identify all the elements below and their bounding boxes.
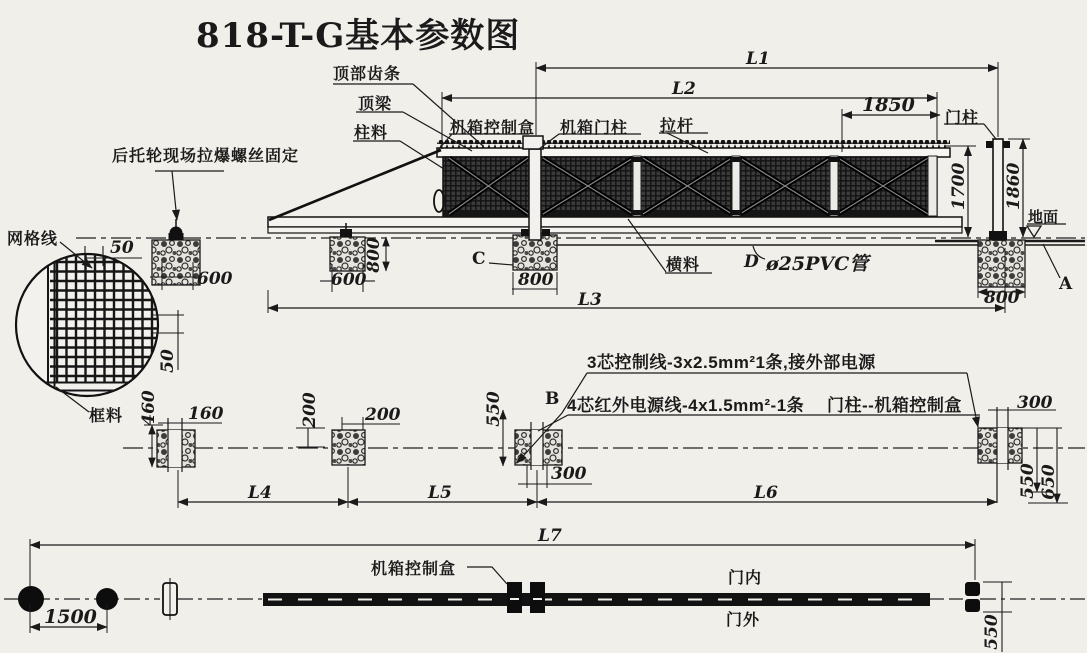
dim-160: 160 xyxy=(188,404,224,424)
label-cabinet-door-post: 机箱门柱 xyxy=(560,120,629,137)
label-point-b: B xyxy=(545,389,560,409)
label-rear-wheel-note: 后托轮现场拉爆螺丝固定 xyxy=(112,148,300,165)
label-control-box-plan: 机箱控制盒 xyxy=(371,561,457,578)
label-door-post: 门柱 xyxy=(945,110,980,127)
dim-300-b: 300 xyxy=(551,464,587,484)
dim-300-r: 300 xyxy=(1017,393,1053,413)
note-control-cable: 3芯控制线-3x2.5mm²1条,接外部电源 xyxy=(587,353,876,372)
label-point-d: D xyxy=(744,252,759,272)
label-post-material: 柱料 xyxy=(354,125,389,142)
page-title: 818-T-G基本参数图 xyxy=(196,16,521,56)
label-cross-rail: 横料 xyxy=(666,257,701,274)
dim-L4: L4 xyxy=(248,483,272,503)
dim-1860: 1860 xyxy=(1004,162,1024,210)
dim-1850: 1850 xyxy=(862,94,915,116)
label-cabinet-control-box: 机箱控制盒 xyxy=(450,120,536,137)
dim-460: 460 xyxy=(139,390,159,426)
dim-650-r: 650 xyxy=(1039,464,1059,500)
note-ir-cable: 4芯红外电源线-4x1.5mm²-1条 xyxy=(567,396,805,415)
label-pvc-pipe: ø25PVC管 xyxy=(766,253,869,275)
dim-800-mid: 800 xyxy=(364,237,384,273)
dim-L5: L5 xyxy=(428,483,452,503)
dim-L6: L6 xyxy=(754,483,778,503)
dim-550-r: 550 xyxy=(1018,463,1038,499)
dim-L3: L3 xyxy=(578,290,602,310)
label-mesh-line: 网格线 xyxy=(7,231,59,248)
dim-L7: L7 xyxy=(538,526,562,546)
dim-600-left: 600 xyxy=(197,269,233,289)
dim-550-b: 550 xyxy=(484,391,504,427)
label-gate-outside: 门外 xyxy=(726,612,761,629)
dim-1700: 1700 xyxy=(949,162,969,210)
label-point-c: C xyxy=(472,249,486,269)
dim-200-h: 200 xyxy=(365,405,401,425)
dim-50-h: 50 xyxy=(110,238,134,258)
dim-L2: L2 xyxy=(672,79,696,99)
label-point-a: A xyxy=(1059,274,1073,294)
dim-1500: 1500 xyxy=(44,606,97,628)
label-tie-rod: 拉杆 xyxy=(660,118,695,135)
dim-800-right: 800 xyxy=(984,288,1020,308)
label-ground: 地面 xyxy=(1028,209,1059,226)
dim-50-v: 50 xyxy=(158,349,178,373)
label-top-beam: 顶梁 xyxy=(358,96,393,113)
label-gate-inside: 门内 xyxy=(728,570,763,587)
dim-L1: L1 xyxy=(746,49,770,69)
label-frame-material: 框料 xyxy=(89,408,124,425)
dim-200-v: 200 xyxy=(300,392,320,428)
dim-800-c: 800 xyxy=(518,270,554,290)
note-cable-route: 门柱--机箱控制盒 xyxy=(827,396,962,415)
dim-550-bottom: 550 xyxy=(982,614,1002,650)
dim-600-mid: 600 xyxy=(331,270,367,290)
label-top-rack: 顶部齿条 xyxy=(333,66,402,83)
